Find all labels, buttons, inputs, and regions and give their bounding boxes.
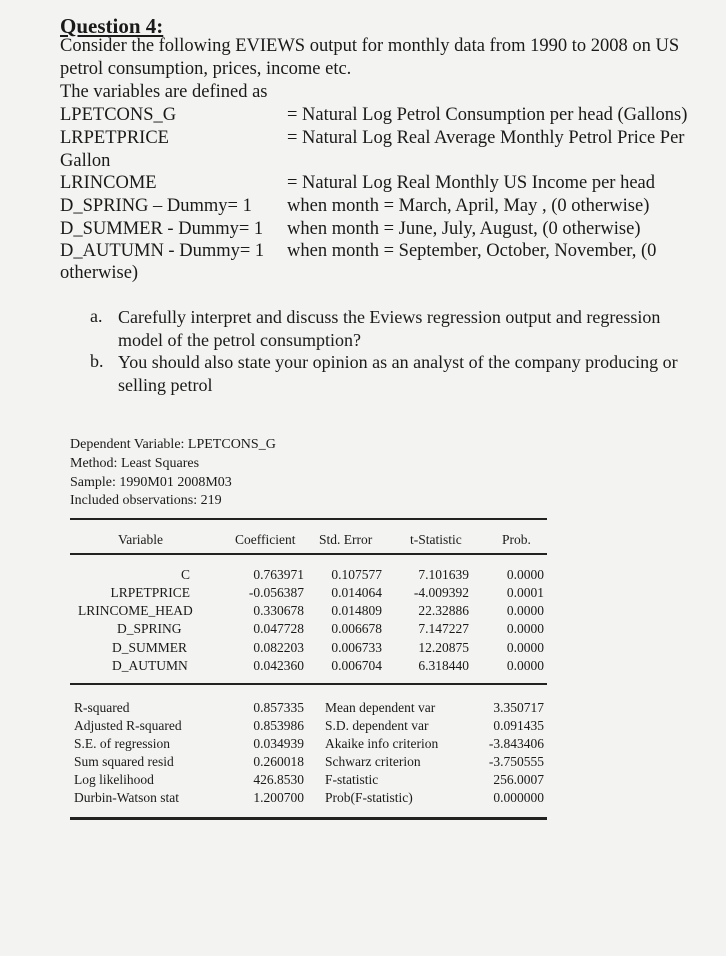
stat-label-schwarz: Schwarz criterion [325,754,421,769]
stat-value-se-regression: 0.034939 [253,736,304,751]
row-se-lrincome-head: 0.014809 [331,603,382,618]
def-desc-dspring: when month = March, April, May , (0 otherwise) [287,196,650,216]
stat-label-r-squared: R-squared [74,700,130,715]
stat-value-adj-r-squared: 0.853986 [253,718,304,733]
task-b-line-2: selling petrol [118,375,213,395]
header-rule [70,553,547,555]
def-desc-lrpetprice: = Natural Log Real Average Monthly Petrol Price Per [287,128,685,148]
task-b-text [118,351,718,397]
stat-label-sum-squared-resid: Sum squared resid [74,754,174,769]
stat-value-akaike: -3.843406 [488,736,544,751]
eviews-method: Method: Least Squares [70,456,200,471]
col-header-variable: Variable [118,532,163,547]
row-se-d-autumn: 0.006704 [331,658,382,673]
stat-label-se-regression: S.E. of regression [74,736,170,751]
def-name-dspring: D_SPRING – Dummy= 1 [60,196,252,216]
eviews-included-observations: Included observations: 219 [70,493,222,508]
row-coef-d-autumn: 0.042360 [253,658,304,673]
row-coef-d-spring: 0.047728 [253,621,304,636]
task-b-line-1: You should also state your opinion as an analyst of the company producing or [118,352,678,372]
row-prob-c: 0.0000 [506,567,544,582]
row-prob-lrpetprice: 0.0001 [506,585,544,600]
stat-label-akaike: Akaike info criterion [325,736,439,751]
stat-value-prob-f: 0.000000 [493,790,544,805]
task-a-text [118,306,718,352]
col-header-std-error: Std. Error [319,532,373,547]
coef-bottom-rule [70,683,547,685]
stat-value-log-likelihood: 426.8530 [253,772,304,787]
def-name-lpetcons: LPETCONS_G [60,105,177,125]
task-b-letter: b. [90,351,104,371]
stat-label-sd-dependent: S.D. dependent var [325,718,429,733]
row-coef-c: 0.763971 [253,567,304,582]
def-name-lrincome: LRINCOME [60,173,157,193]
stat-label-mean-dependent: Mean dependent var [325,700,436,715]
def-continuation-gallon: Gallon [60,151,111,171]
def-desc-dsummer: when month = June, July, August, (0 otherwise) [287,219,641,239]
stat-value-sd-dependent: 0.091435 [493,718,544,733]
row-se-d-summer: 0.006733 [331,640,382,655]
row-var-lrincome-head: LRINCOME_HEAD [78,603,193,618]
def-name-dsummer: D_SUMMER - Dummy= 1 [60,219,264,239]
stat-value-f-statistic: 256.0007 [493,772,544,787]
row-var-d-autumn: D_AUTUMN [112,658,188,673]
row-se-c: 0.107577 [331,567,382,582]
row-coef-lrincome-head: 0.330678 [253,603,304,618]
def-desc-lrincome: = Natural Log Real Monthly US Income per head [287,173,656,193]
row-prob-d-autumn: 0.0000 [506,658,544,673]
col-header-prob: Prob. [502,532,531,547]
question-title: Question 4: [60,14,164,38]
stat-value-r-squared: 0.857335 [253,700,304,715]
col-header-t-statistic: t-Statistic [410,532,462,547]
row-coef-lrpetprice: -0.056387 [248,585,304,600]
row-var-lrpetprice: LRPETPRICE [110,585,190,600]
row-var-d-spring: D_SPRING [117,621,182,636]
row-coef-d-summer: 0.082203 [253,640,304,655]
stat-label-durbin-watson: Durbin-Watson stat [74,790,180,805]
task-a-line-1: Carefully interpret and discuss the Eviews regression output and regression [118,307,661,327]
row-t-c: 7.101639 [418,567,469,582]
row-se-lrpetprice: 0.014064 [331,585,382,600]
def-name-dautumn: D_AUTUMN - Dummy= 1 [60,241,265,261]
stat-value-mean-dependent: 3.350717 [493,700,544,715]
row-prob-d-summer: 0.0000 [506,640,544,655]
def-continuation-otherwise: otherwise) [60,263,139,283]
row-prob-d-spring: 0.0000 [506,621,544,636]
table-bottom-rule [70,817,547,820]
def-desc-lpetcons: = Natural Log Petrol Consumption per head (Gallons) [287,105,688,125]
eviews-sample: Sample: 1990M01 2008M03 [70,475,232,490]
row-se-d-spring: 0.006678 [331,621,382,636]
intro-line-3: The variables are defined as [60,82,268,102]
table-top-rule [70,518,547,520]
task-a-line-2: model of the petrol consumption? [118,330,361,350]
row-var-d-summer: D_SUMMER [112,640,188,655]
row-t-lrpetprice: -4.009392 [413,585,469,600]
intro-line-1: Consider the following EVIEWS output for monthly data from 1990 to 2008 on US [60,36,680,56]
stat-label-log-likelihood: Log likelihood [74,772,154,787]
stat-value-sum-squared-resid: 0.260018 [253,754,304,769]
stat-label-adj-r-squared: Adjusted R-squared [74,718,182,733]
stat-label-f-statistic: F-statistic [325,772,379,787]
eviews-dependent-variable: Dependent Variable: LPETCONS_G [70,437,276,452]
row-t-d-summer: 12.20875 [418,640,469,655]
def-name-lrpetprice: LRPETPRICE [60,128,169,148]
stat-value-schwarz: -3.750555 [488,754,544,769]
stat-value-durbin-watson: 1.200700 [253,790,304,805]
intro-line-2: petrol consumption, prices, income etc. [60,59,352,79]
stat-label-prob-f: Prob(F-statistic) [325,790,413,805]
row-t-lrincome-head: 22.32886 [418,603,469,618]
row-var-c: C [180,567,190,582]
row-t-d-autumn: 6.318440 [418,658,469,673]
row-prob-lrincome-head: 0.0000 [506,603,544,618]
task-a-letter: a. [90,306,103,326]
row-t-d-spring: 7.147227 [418,621,469,636]
def-desc-dautumn: when month = September, October, November, (0 [287,241,657,261]
col-header-coefficient: Coefficient [235,532,296,547]
